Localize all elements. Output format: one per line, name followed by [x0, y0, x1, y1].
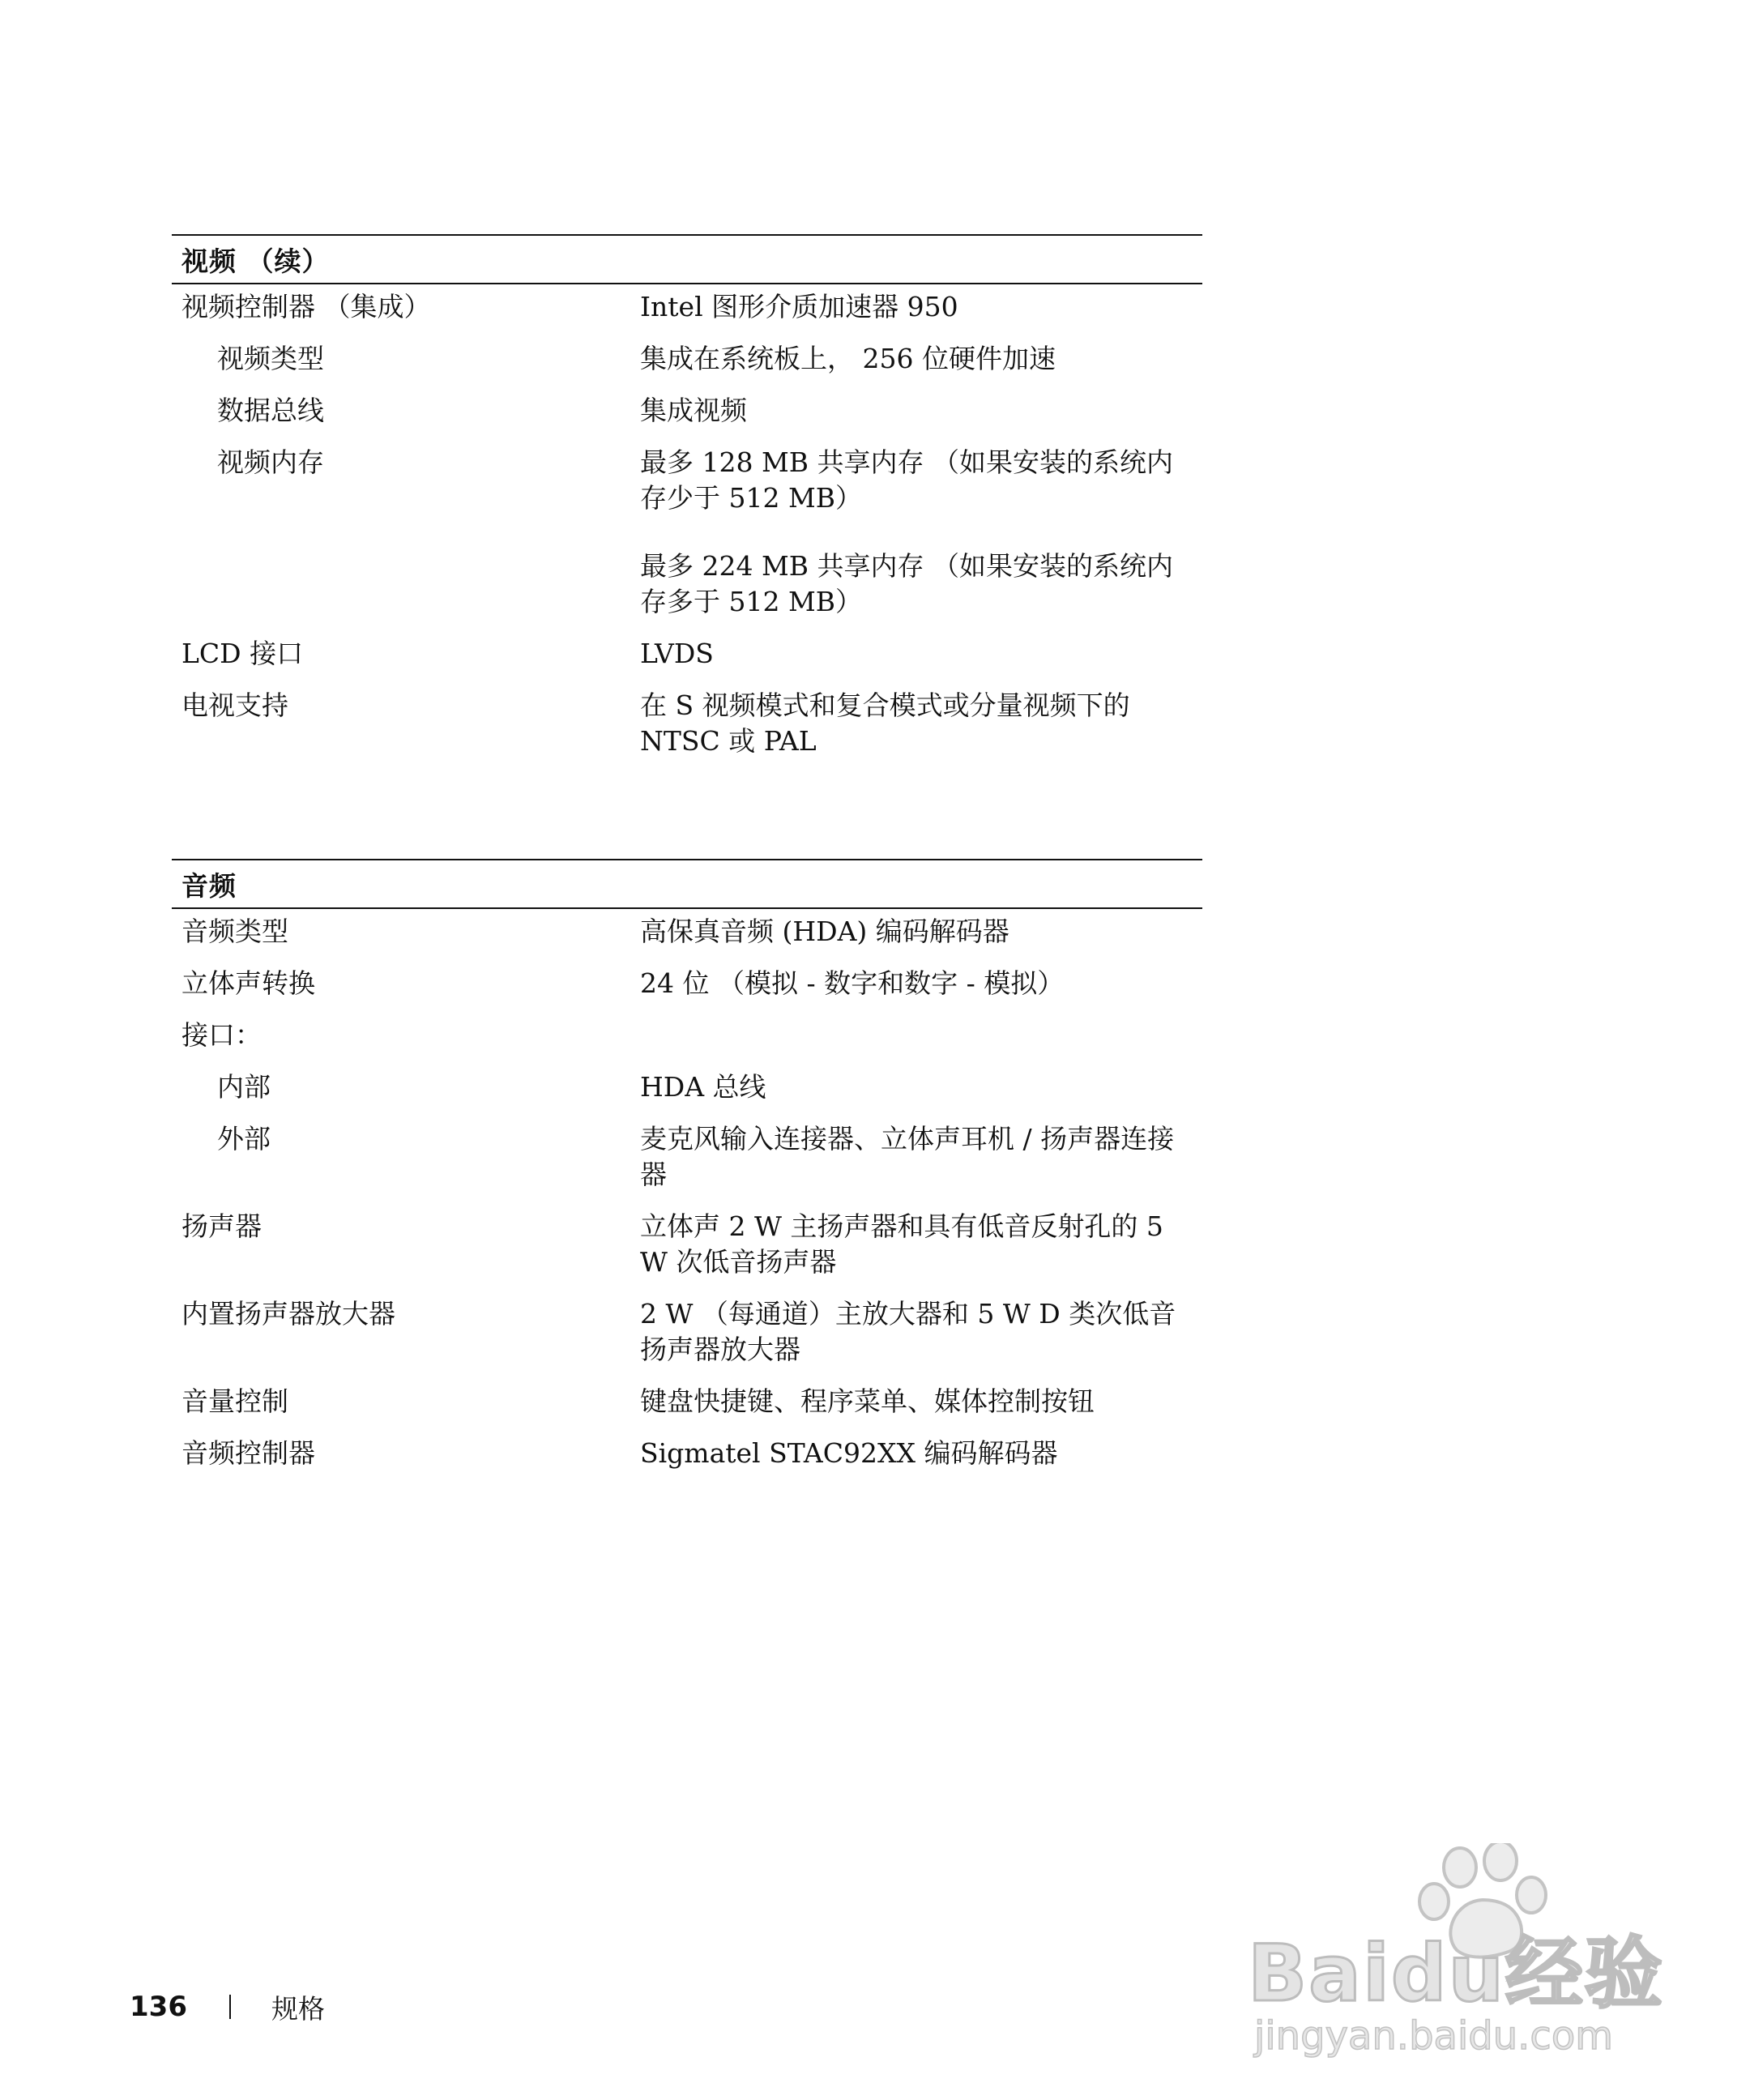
row-label: 接口：	[181, 1019, 262, 1051]
row-label: 数据总线	[217, 395, 324, 426]
video-spec-table	[172, 234, 1202, 759]
row-value: 2 W （每通道）主放大器和 5 W D 类次低音扬声器放大器	[640, 1298, 1176, 1365]
row-label: 立体声转换	[181, 967, 315, 999]
row-label: 音频控制器	[181, 1437, 315, 1469]
page-number: 136	[130, 1991, 187, 2023]
row-value: 立体声 2 W 主扬声器和具有低音反射孔的 5 W 次低音扬声器	[640, 1210, 1163, 1278]
row-value: 麦克风输入连接器、立体声耳机 / 扬声器连接器	[640, 1123, 1175, 1190]
row-value: 在 S 视频模式和复合模式或分量视频下的 NTSC 或 PAL	[640, 689, 1130, 757]
row-label: 内部	[217, 1071, 271, 1103]
row-label: LCD 接口	[181, 638, 304, 669]
footer-divider	[229, 1995, 231, 2019]
row-label: 外部	[217, 1123, 271, 1155]
table-row	[172, 393, 1202, 429]
row-label: 音频类型	[181, 916, 288, 947]
row-label: 电视支持	[181, 689, 288, 721]
table-row	[172, 445, 1202, 620]
row-value: 最多 128 MB 共享内存 （如果安装的系统内存少于 512 MB） 最多 224 MB 共享内存 （如果安装的系统内存多于 512 MB）	[640, 446, 1173, 617]
table-row	[172, 1296, 1202, 1368]
table-row	[172, 1121, 1202, 1193]
table-row	[172, 1209, 1202, 1280]
row-value: 集成在系统板上， 256 位硬件加速	[640, 343, 1056, 374]
row-label: 视频内存	[217, 446, 324, 478]
row-value: LVDS	[640, 638, 714, 669]
table-row	[172, 914, 1202, 950]
table-row	[172, 1069, 1202, 1105]
table-row	[172, 289, 1202, 325]
row-label: 视频类型	[217, 343, 324, 374]
row-label: 音量控制	[181, 1385, 288, 1417]
row-value: 集成视频	[640, 395, 747, 426]
row-label: 扬声器	[181, 1210, 262, 1242]
table-row	[172, 1436, 1202, 1471]
table-row	[172, 341, 1202, 377]
row-label: 视频控制器 （集成）	[181, 291, 431, 322]
baidu-watermark	[1248, 1843, 1669, 2062]
row-value: 24 位 （模拟 - 数字和数字 - 模拟）	[640, 967, 1065, 999]
video-table-heading: 视频 （续）	[172, 234, 1202, 284]
row-value: 高保真音频 (HDA) 编码解码器	[640, 916, 1009, 947]
row-value: Intel 图形介质加速器 950	[640, 291, 958, 322]
row-label: 内置扬声器放大器	[181, 1298, 395, 1330]
watermark-brand: Baidu经验	[1248, 1928, 1664, 2019]
page-footer	[130, 1987, 325, 2027]
watermark-url: jingyan.baidu.com	[1254, 2013, 1613, 2059]
audio-table-heading: 音频	[172, 859, 1202, 909]
table-row	[172, 1384, 1202, 1419]
table-row	[172, 966, 1202, 1001]
row-value: 键盘快捷键、程序菜单、媒体控制按钮	[640, 1385, 1095, 1417]
row-value: Sigmatel STAC92XX 编码解码器	[640, 1437, 1058, 1469]
row-value: HDA 总线	[640, 1071, 766, 1103]
table-row	[172, 688, 1202, 759]
table-row	[172, 1018, 1202, 1053]
section-title: 规格	[271, 1992, 325, 2025]
audio-spec-table	[172, 859, 1202, 1471]
table-row	[172, 636, 1202, 672]
